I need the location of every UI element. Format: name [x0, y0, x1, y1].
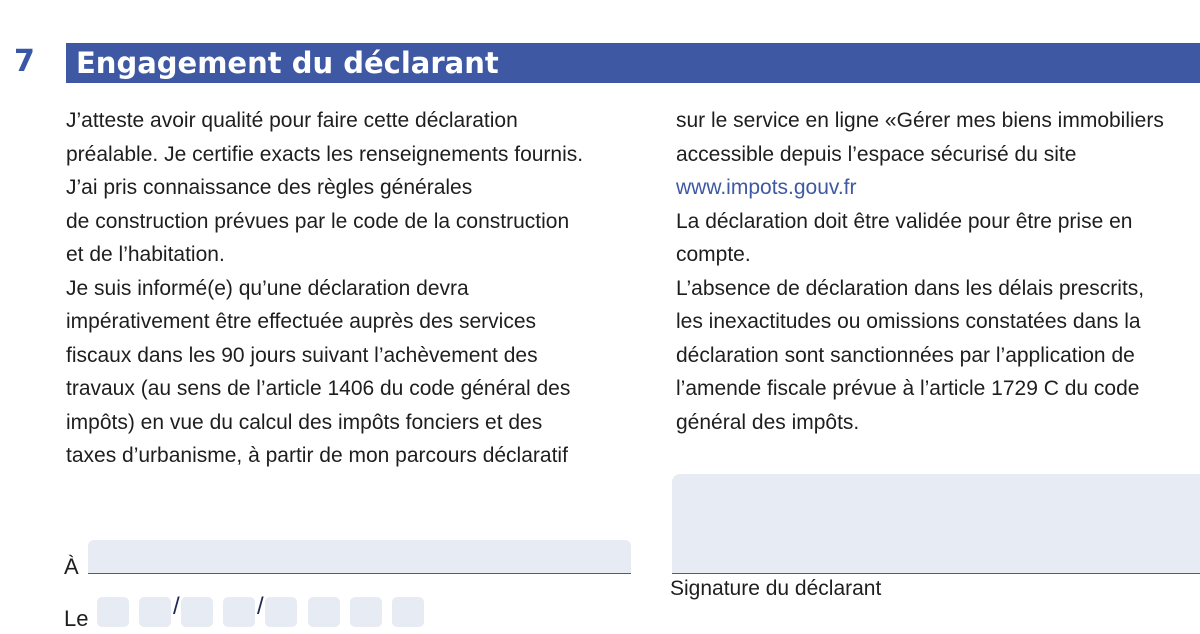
text-line: impérativement être effectuée auprès des services — [66, 310, 537, 333]
date-month-digit-1[interactable] — [181, 597, 213, 627]
text-line: compte. — [676, 243, 751, 266]
section-number: 7 — [14, 44, 35, 79]
section-title: Engagement du déclarant — [76, 46, 499, 80]
place-label: À — [64, 554, 79, 579]
text-line: travaux (au sens de l’article 1406 du code général des — [66, 377, 571, 400]
date-year-digit-3[interactable] — [350, 597, 382, 627]
date-day-digit-1[interactable] — [97, 597, 129, 627]
impots-website-link[interactable]: www.impots.gouv.fr — [676, 176, 857, 199]
declaration-text-left — [66, 104, 583, 473]
declaration-text-right — [676, 104, 1164, 439]
text-line: de construction prévues par le code de la construction — [66, 209, 570, 233]
date-day-digit-2[interactable] — [139, 597, 171, 627]
date-separator: / — [173, 593, 180, 620]
date-separator: / — [257, 593, 264, 620]
date-year-digit-4[interactable] — [392, 597, 424, 627]
date-year-digit-1[interactable] — [265, 597, 297, 627]
date-year-digit-2[interactable] — [308, 597, 340, 627]
text-line: J’atteste avoir qualité pour faire cette déclaration — [66, 109, 518, 132]
text-line: taxes d’urbanisme, à partir de mon parcours déclaratif — [66, 444, 568, 467]
text-line: L’absence de déclaration dans les délais prescrits, — [676, 276, 1145, 300]
text-line: La déclaration doit être validée pour être prise en — [676, 209, 1133, 233]
text-line: Je suis informé(e) qu’une déclaration devra — [66, 276, 469, 300]
text-line: J’ai pris connaissance des règles générales — [66, 176, 473, 199]
text-line: sur le service en ligne «Gérer mes biens immobiliers — [676, 109, 1164, 132]
text-line: fiscaux dans les 90 jours suivant l’achèvement des — [66, 343, 538, 367]
text-line: préalable. Je certifie exacts les renseignements fournis. — [66, 142, 584, 166]
date-month-digit-2[interactable] — [223, 597, 255, 627]
text-line: les inexactitudes ou omissions constatées dans la — [676, 310, 1141, 333]
text-line: accessible depuis l’espace sécurisé du site — [676, 142, 1077, 166]
text-line: l’amende fiscale prévue à l’article 1729 C du code — [676, 377, 1140, 400]
date-label: Le — [64, 606, 89, 631]
text-line: et de l’habitation. — [66, 243, 225, 266]
text-line: déclaration sont sanctionnées par l’application de — [676, 343, 1135, 367]
place-input[interactable] — [88, 540, 631, 574]
signature-label: Signature du déclarant — [670, 577, 882, 600]
text-line: impôts) en vue du calcul des impôts fonciers et des — [66, 410, 543, 434]
section-header — [66, 43, 1200, 83]
text-line: général des impôts. — [676, 410, 860, 434]
signature-field[interactable] — [672, 474, 1200, 574]
